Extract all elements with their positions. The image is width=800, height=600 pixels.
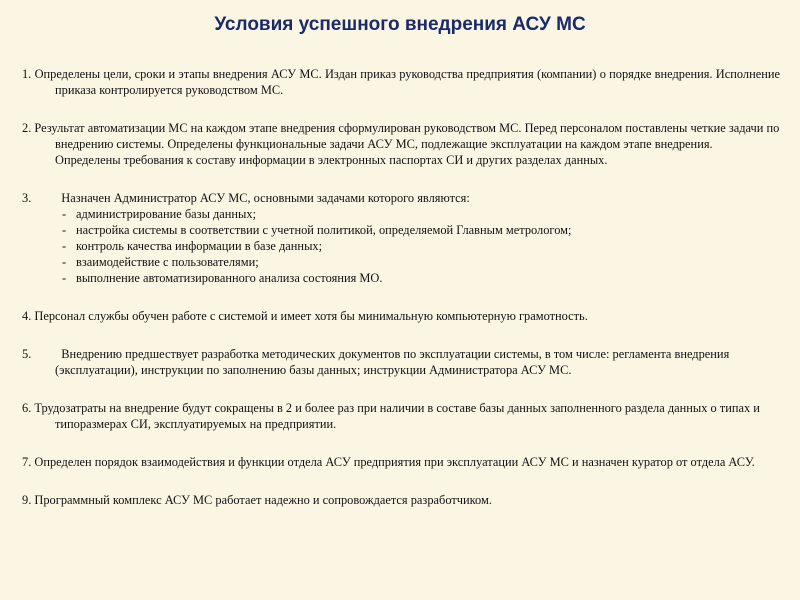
list-item-7 (22, 454, 780, 470)
item-number: 3. (22, 191, 32, 205)
list-item: - контроль качества информации в базе данных; (62, 239, 323, 253)
item-text: Назначен Администратор АСУ МС, основными задачами которого являются: (61, 191, 470, 205)
item-number: 2. (22, 121, 32, 135)
item-number: 4. (22, 309, 32, 323)
list-item-9 (22, 492, 780, 508)
list-item: - взаимодействие с пользователями; (62, 255, 259, 269)
admin-tasks-list (22, 206, 780, 286)
item-number: 5. (22, 347, 32, 361)
item-number: 7. (22, 455, 32, 469)
item-text: Определены цели, сроки и этапы внедрения АСУ МС. Издан приказ руководства предприятия (компании) о порядке внедрения. Исполнение приказа контролируется руководством МС. (34, 67, 780, 97)
item-text: Программный комплекс АСУ МС работает надежно и сопровождается разработчиком. (34, 493, 492, 507)
item-number: 9. (22, 493, 32, 507)
list-item-6 (22, 400, 780, 432)
list-item-4 (22, 308, 780, 324)
item-text: Результат автоматизации МС на каждом этапе внедрения сформулирован руководством МС. Перед персоналом поставлены четкие задачи по внедрению системы. Определены функциональные задачи АСУ МС, подлежащие эксплуатации на каждом этапе внедрения. Определены требования к составу информации в электронных паспортах СИ и других разделах данных. (34, 121, 780, 167)
item-number: 1. (22, 67, 32, 81)
list-item: - выполнение автоматизированного анализа состояния МО. (62, 271, 383, 285)
list-item-3 (22, 190, 780, 206)
list-item-1 (22, 66, 780, 98)
item-text: Внедрению предшествует разработка методических документов по эксплуатации системы, в том числе: регламента внедрения (эксплуатации), инструкции по заполнению базы данных; инструкции Администратора АСУ МС. (55, 347, 730, 377)
slide-content (22, 66, 780, 508)
list-item: - настройка системы в соответствии с учетной политикой, определяемой Главным метрологом; (62, 223, 572, 237)
item-text: Определен порядок взаимодействия и функции отдела АСУ предприятия при эксплуатации АСУ МС и назначен куратор от отдела АСУ. (34, 455, 755, 469)
item-text: Персонал службы обучен работе с системой и имеет хотя бы минимальную компьютерную грамотность. (34, 309, 588, 323)
list-item-2 (22, 120, 780, 168)
item-text: Трудозатраты на внедрение будут сокращены в 2 и более раз при наличии в составе базы данных заполненного раздела данных о типах и типоразмерах СИ, эксплуатируемых на предприятии. (34, 401, 760, 431)
item-number: 6. (22, 401, 32, 415)
slide-title: Условия успешного внедрения АСУ МС (214, 14, 586, 35)
list-item-5 (22, 346, 780, 378)
list-item: - администрирование базы данных; (62, 207, 257, 221)
